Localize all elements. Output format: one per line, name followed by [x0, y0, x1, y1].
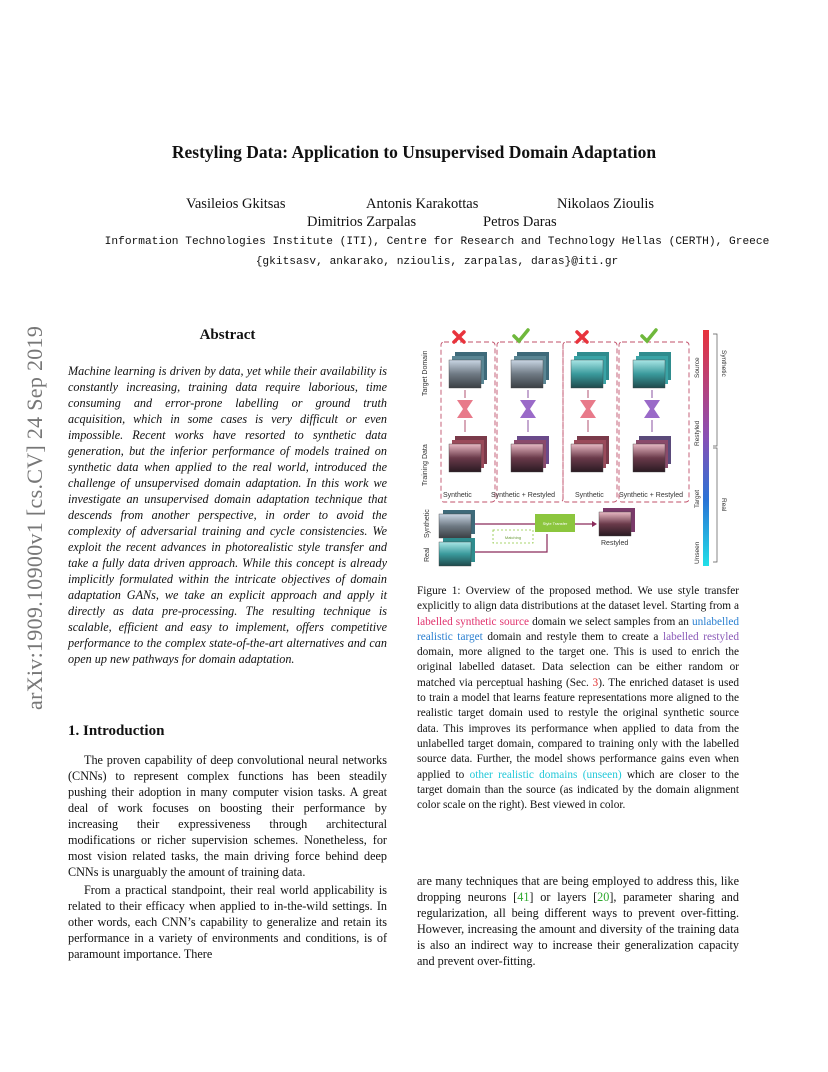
cross-icon: [454, 332, 464, 342]
figure-caption: [417, 584, 739, 813]
training-image-stack: [511, 436, 549, 472]
text-run: other realistic domains (unseen): [469, 768, 622, 781]
target-image-stack: [633, 352, 671, 388]
label-model: Style Transfer: [542, 521, 568, 526]
section-heading: 1. Introduction: [68, 723, 165, 739]
introduction-continued: [417, 873, 739, 969]
training-image-stack: [633, 436, 671, 472]
arxiv-identifier: arXiv:1909.10900v1 [cs.CV] 24 Sep 2019: [22, 325, 47, 710]
training-image-stack: [571, 436, 609, 472]
scale-label-source: Source: [694, 357, 701, 378]
author-emails: {gkitsasv, ankarako, nzioulis, zarpalas, daras}@iti.gr: [255, 256, 619, 268]
label-target-domain: Target Domain: [422, 350, 429, 396]
training-image-stack: [449, 436, 487, 472]
affiliation: Information Technologies Institute (ITI), Centre for Research and Technology Hellas (CERTH), Greece: [104, 236, 770, 248]
label-synthetic-restyled: Synthetic + Restyled: [491, 492, 556, 499]
section-link[interactable]: 3: [592, 676, 599, 689]
bracket-label-synthetic: Synthetic: [720, 350, 727, 377]
model-column: [457, 390, 473, 432]
restyled-output-stack: [599, 508, 635, 536]
citation-link[interactable]: 41: [517, 890, 530, 904]
synthetic-input-stack: [439, 510, 475, 538]
label-synthetic-restyled: Synthetic + Restyled: [619, 492, 684, 499]
label-training-data: Training Data: [422, 444, 429, 486]
text-run: domain we select samples from an: [529, 615, 692, 628]
domain-alignment-scale: [703, 330, 709, 566]
text-run: ], parameter sharing and regularization, all being different ways to prevent over-fitting. However, increasing the amount and diversity of the training data is also an indirect way to increase their generalization capacity and prevent over-fitting.: [417, 890, 739, 968]
scale-label-restyled: Restyled: [694, 420, 701, 446]
real-input-stack: [439, 538, 475, 566]
text-run: labelled restyled: [662, 630, 740, 643]
check-icon: [642, 330, 656, 341]
scale-label-target: Target: [694, 489, 701, 508]
scale-label-unseen: Unseen: [694, 541, 701, 564]
target-image-stack: [449, 352, 487, 388]
author-name: Vasileios Gkitsas: [186, 196, 286, 212]
text-run: domain and restyle them to create a: [482, 630, 663, 643]
text-run: unlabelled realistic target: [417, 615, 739, 643]
text-run: ). The enriched dataset is used to train a model that learns feature representations more aligned to the realistic target domain used to restyle the original synthetic source data. This improves its performance when applied to data from the unlabelled target domain, compared to training only with the labelled source data. Further, the model shows performance gains even when applied to: [417, 676, 739, 781]
model-column: [644, 390, 660, 432]
target-image-stack: [511, 352, 549, 388]
paragraph: From a practical standpoint, their real world applicability is related to their efficacy when applied to in-the-wild settings. In other words, each CNN’s capability to generalize and retain its performance in a variety of environments and conditions, is of paramount importance. There: [68, 883, 387, 961]
text-run: which are closer to the target domain than the source (as indicated by the domain alignment color scale on the right). Best viewed in color.: [417, 768, 739, 812]
overview-figure: [417, 326, 747, 576]
text-run: labelled synthetic source: [417, 615, 530, 628]
scale-brackets: [713, 334, 717, 562]
bracket-label-real: Real: [720, 498, 727, 512]
abstract-body: Machine learning is driven by data, yet while their availability is constantly increasing, training data require laborious, time consuming and error-prone labelling or ground truth acquisition, which in some cases is very difficult or even impossible. Recent works have resorted to synthetic data generation, but the inferior performance of models trained on synthetic data when applied to the real world, introduced the challenge of unsupervised domain adaptation. In this work we investigate an unsupervised domain adaptation technique that descends from another perspective, in order to avoid the complexity of adversarial training and cycle consistencies. We exploit the recent advances in photorealistic style transfer and take a fully data driven approach. While this concept is already implicitly formulated within the intricate objectives of domain adaptation GANs, we take an explicit approach and apply it directly as data pre-processing. The resulting technique is scalable, efficient and easy to implement, offers competitive performance to the complex state-of-the-art alternatives and can open up new pathways for domain adaptation.: [68, 364, 387, 666]
label-synthetic-side: Synthetic: [424, 509, 431, 538]
label-synthetic: Synthetic: [443, 492, 472, 499]
target-image-stack: [571, 352, 609, 388]
citation-link[interactable]: 20: [597, 890, 610, 904]
check-icon: [514, 330, 528, 341]
model-column: [580, 390, 596, 432]
label-matching: Matching: [504, 535, 522, 540]
cross-icon: [577, 332, 587, 342]
author-name: Petros Daras: [483, 214, 557, 230]
abstract-heading: Abstract: [199, 327, 256, 343]
text-run: are many techniques that are being employed to address this, like dropping neurons [: [417, 874, 739, 904]
introduction-body: [68, 752, 387, 962]
author-name: Antonis Karakottas: [366, 196, 479, 212]
label-restyled: Restyled: [601, 540, 629, 547]
arxiv-sidebar: [22, 290, 52, 710]
author-name: Nikolaos Zioulis: [557, 196, 655, 212]
paper-title: Restyling Data: Application to Unsupervised Domain Adaptation: [171, 142, 657, 162]
label-real: Real: [424, 547, 431, 562]
text-run: domain, more aligned to the target one. This is used to enrich the original labelled dataset. Data selection can be either random or matched via perceptual hashing (Sec.: [417, 646, 739, 689]
label-synthetic: Synthetic: [575, 492, 604, 499]
text-run: Figure 1: Overview of the proposed method. We use style transfer explicitly to align data distributions at the dataset level. Starting from a: [417, 585, 739, 613]
text-run: ] or layers [: [529, 890, 598, 904]
model-column: [520, 390, 536, 432]
author-name: Dimitrios Zarpalas: [307, 214, 417, 230]
paragraph: The proven capability of deep convolutional neural networks (CNNs) to represent complex functions has been steadily pushing their adoption in many computer vision tasks. A great deal of work focuses on boosting their performance by increasing their expressiveness through architectural modifications or richer supervision schemes. Nonetheless, for most vision related tasks, the main driving force behind deep CNNs is unarguably the amount of training data.: [68, 753, 387, 879]
